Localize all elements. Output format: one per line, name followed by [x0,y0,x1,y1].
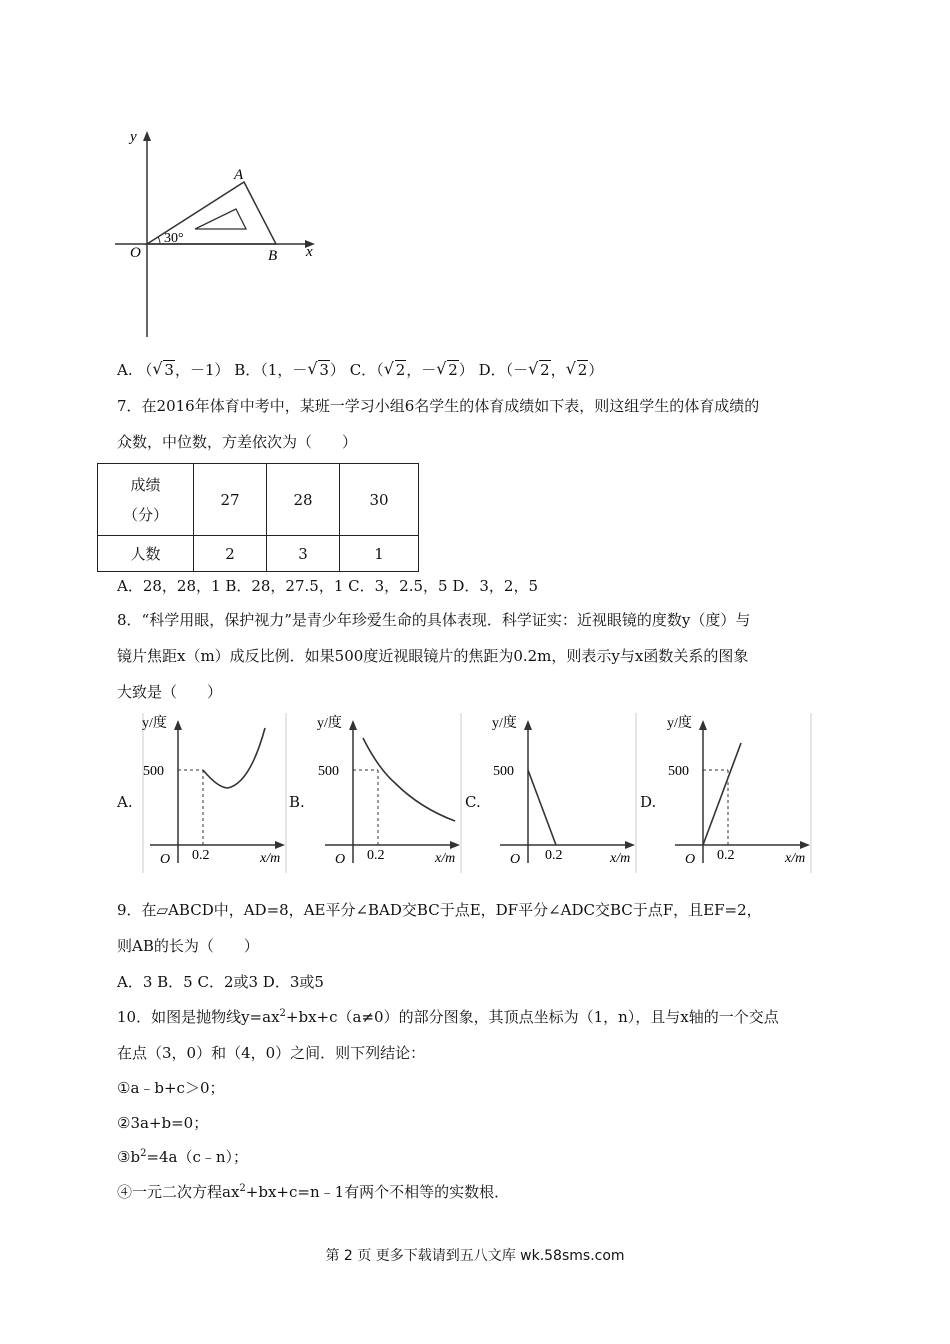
svg-text:0.2: 0.2 [192,848,210,863]
q10-line1: 10．如图是抛物线$y=ax^2+bx+c(a\ne 0)$的部分图象，其顶点坐标为（1，n），且与x轴的一个交点 [117,1008,779,1026]
svg-text:500: 500 [668,764,689,779]
table-header-cell: 人数 [98,536,194,572]
svg-text:O: O [160,852,171,867]
graph-d [665,713,815,873]
sqrt-symbol: √ 2 [436,359,458,379]
q10-statement-1: ①a﹣b+c＞0； [117,1079,225,1097]
point-b-label: B [268,248,278,264]
svg-text:y/度: y/度 [142,716,167,731]
inner-triangle [195,209,246,229]
sqrt-symbol: √ 2 [528,359,550,379]
graph-a [140,713,290,873]
q8-line3: 大致是（ ） [117,683,223,701]
table-cell: 28 [267,464,340,536]
line-graph [703,743,741,845]
table-cell: 2 [194,536,267,572]
page-footer: 第 2 页 更多下载请到五八文库 wk.58sms.com [325,1248,625,1264]
q10-statement-2: ②3a+b=0； [117,1114,209,1132]
graph-b [315,713,465,873]
svg-text:y/度: y/度 [492,716,517,731]
svg-text:O: O [685,852,696,867]
q10-statement-4: ④一元二次方程$ax^2+bx+c=n﹣1$有两个不相等的实数根． [117,1183,510,1201]
svg-text:0.2: 0.2 [367,848,385,863]
q10-statement-3: $③b^2=4a(c﹣n)$； [117,1148,249,1166]
q9-line2: 则AB的长为（ ） [117,937,259,955]
q7-options: A．28，28，1 B．28，27.5，1 C．3，2.5，5 D．3，2，5 [117,577,538,595]
svg-text:x/m: x/m [435,851,456,866]
table-row [98,536,419,572]
svg-text:500: 500 [318,764,339,779]
origin-label: O [130,245,141,261]
q6-options: A. （ √ 3，－1） B．（1，－ √ 3） C．（ √ 2，－ √ 2） D．（－ √ 2， √ 2） [117,359,604,379]
table-cell: 30 [340,464,419,536]
q7-line2: 众数，中位数，方差依次为（ ） [117,433,358,451]
svg-text:O: O [510,852,521,867]
angle-label: 30° [164,231,184,246]
q6-figure [110,125,330,345]
curve [203,728,265,788]
y-label: y [130,129,137,145]
sqrt-symbol: √ 3 [152,359,174,379]
q10-line2: 在点（3，0）和（4，0）之间．则下列结论： [117,1044,426,1062]
y-axis-arrow [143,131,151,141]
sqrt-symbol: √ 2 [383,359,406,379]
table-cell: 1 [340,536,419,572]
svg-text:x/m: x/m [610,851,631,866]
angle-arc [158,237,160,244]
table-header-cell: 成绩 （分） [98,464,194,536]
graph-a-option: A. [117,793,133,811]
svg-text:500: 500 [143,764,164,779]
q8-line1: 8．“科学用眼，保护视力”是青少年珍爱生命的具体表现．科学证实：近视眼镜的度数y（度）与 [117,611,751,629]
table-row [98,464,419,536]
q8-line2: 镜片焦距x（m）成反比例．如果500度近视眼镜片的焦距为0.2m，则表示y与x函数关系的图象 [117,647,749,665]
table-cell: 27 [194,464,267,536]
sqrt-symbol: √ 3 [307,359,329,379]
q9-options: A．3 B．5 C．2或3 D．3或5 [117,973,324,991]
graph-d-option: D. [640,793,657,811]
svg-text:y/度: y/度 [667,716,692,731]
svg-text:x/m: x/m [260,851,281,866]
svg-text:500: 500 [493,764,514,779]
curve [363,738,455,821]
graph-c [490,713,640,873]
q9-line1: 9．在▱ABCD中，AD=8，AE平分∠BAD交BC于点E，DF平分∠ADC交BC于点F，且EF=2， [117,901,762,919]
graph-b-option: B. [289,793,305,811]
sqrt-symbol: √ 2 [565,359,588,379]
table-cell: 3 [267,536,340,572]
svg-text:x/m: x/m [785,851,806,866]
q7-line1: 7．在2016年体育中考中，某班一学习小组6名学生的体育成绩如下表，则这组学生的体育成绩的 [117,397,760,415]
graph-c-option: C. [465,793,481,811]
svg-text:0.2: 0.2 [717,848,735,863]
svg-text:0.2: 0.2 [545,848,563,863]
x-label: x [306,244,313,260]
svg-text:y/度: y/度 [317,716,342,731]
line-graph [528,770,556,845]
svg-text:O: O [335,852,346,867]
point-a-label: A [234,167,244,183]
score-table [97,463,419,572]
